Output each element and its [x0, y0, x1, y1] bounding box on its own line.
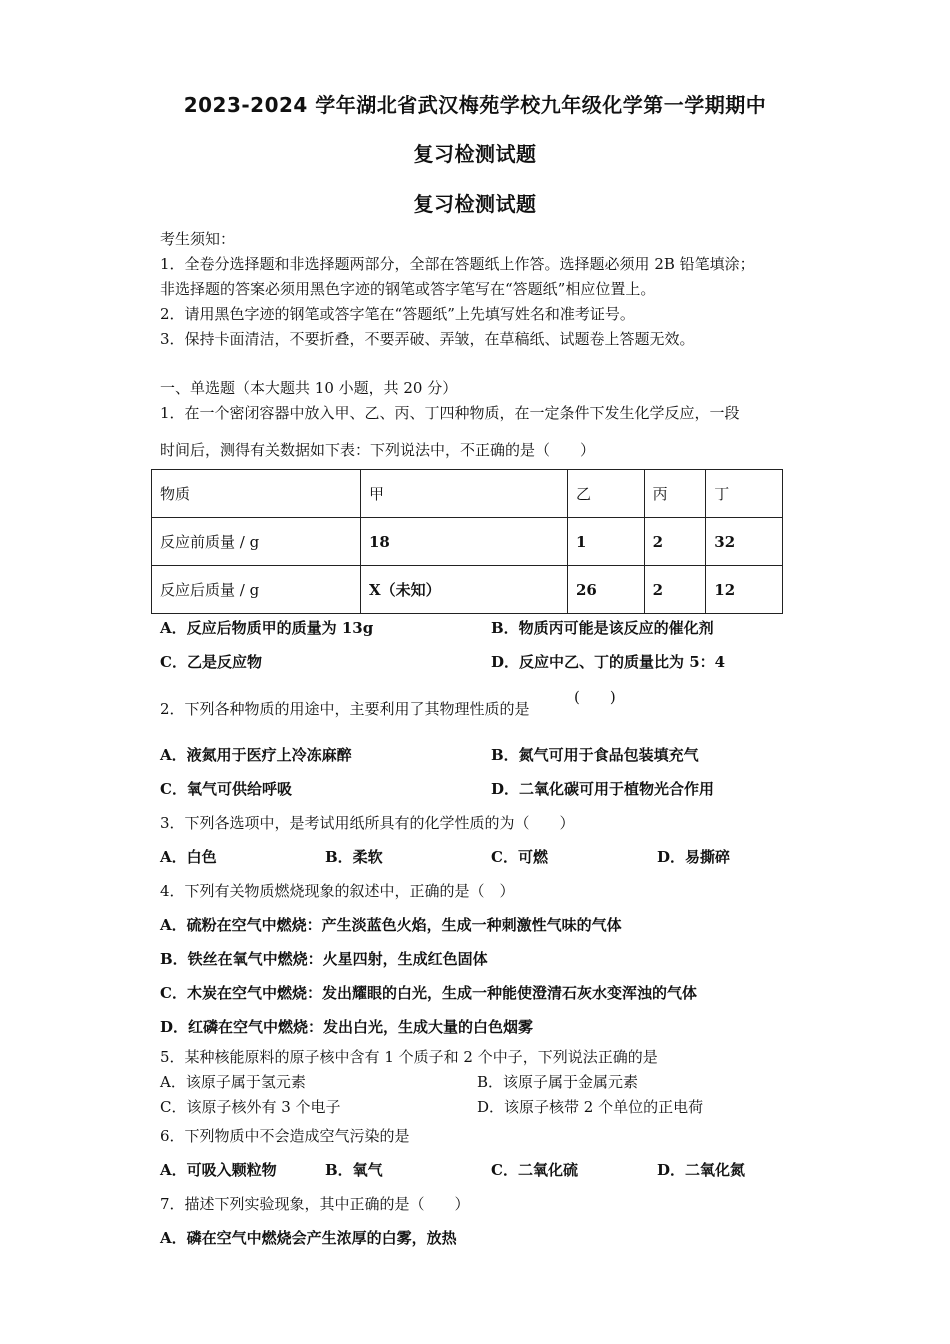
q1-stem-line1: 1．在一个密闭容器中放入甲、乙、丙、丁四种物质，在一定条件下发生化学反应，一段: [160, 404, 740, 422]
q4-option-c: C．木炭在空气中燃烧：发出耀眼的白光，生成一种能使澄清石灰水变浑浊的气体: [160, 984, 697, 1002]
q3-stem: 3．下列各选项中，是考试用纸所具有的化学性质的为（ ）: [160, 814, 575, 832]
q6-option-c: C．二氧化硫: [491, 1161, 578, 1179]
exam-title-line3: 复习检测试题: [413, 192, 537, 216]
table-cell: 12: [706, 566, 783, 614]
q3-option-b: B．柔软: [325, 848, 383, 866]
q7-stem: 7．描述下列实验现象，其中正确的是（ ）: [160, 1195, 470, 1213]
table-cell: 2: [644, 518, 706, 566]
q1-option-b: B．物质丙可能是该反应的催化剂: [491, 619, 714, 637]
q3-option-d: D．易撕碎: [657, 848, 731, 866]
q5-option-d: D．该原子核带 2 个单位的正电荷: [477, 1098, 704, 1116]
notice-item-3: 3．保持卡面清洁，不要折叠，不要弄破、弄皱，在草稿纸、试题卷上答题无效。: [160, 330, 695, 348]
q1-option-a: A．反应后物质甲的质量为 13g: [160, 619, 374, 637]
q1-stem-line2: 时间后，测得有关数据如下表：下列说法中，不正确的是（ ）: [160, 441, 596, 459]
table-cell: 反应前质量 / g: [152, 518, 361, 566]
section-heading: 一、单选题（本大题共 10 小题，共 20 分）: [160, 379, 458, 397]
q1-option-c: C．乙是反应物: [160, 653, 262, 671]
q2-option-b: B．氮气可用于食品包装填充气: [491, 746, 699, 764]
exam-title-line1: 2023-2024 学年湖北省武汉梅苑学校九年级化学第一学期期中: [183, 93, 767, 117]
notice-item-1: 1．全卷分选择题和非选择题两部分，全部在答题纸上作答。选择题必须用 2B 铅笔填涂；: [160, 255, 755, 273]
q2-option-c: C．氧气可供给呼吸: [160, 780, 292, 798]
q3-option-c: C．可燃: [491, 848, 548, 866]
table-row: [152, 518, 783, 566]
notice-heading: 考生须知：: [160, 230, 236, 248]
table-cell: 18: [361, 518, 568, 566]
q6-option-d: D．二氧化氮: [657, 1161, 746, 1179]
table-header-cell: 物质: [152, 470, 361, 518]
q5-option-b: B．该原子属于金属元素: [477, 1073, 639, 1091]
q2-option-a: A．液氮用于医疗上冷冻麻醉: [160, 746, 352, 764]
notice-item-1-cont: 非选择题的答案必须用黑色字迹的钢笔或答字笔写在“答题纸”相应位置上。: [160, 280, 656, 298]
exam-title-line2: 复习检测试题: [413, 142, 537, 166]
table-cell: X（未知）: [361, 566, 568, 614]
q4-option-a: A．硫粉在空气中燃烧：产生淡蓝色火焰，生成一种刺激性气味的气体: [160, 916, 622, 934]
q4-option-b: B．铁丝在氧气中燃烧：火星四射，生成红色固体: [160, 950, 488, 968]
q3-option-a: A．白色: [160, 848, 217, 866]
q5-option-a: A．该原子属于氢元素: [160, 1073, 306, 1091]
table-header-cell: 甲: [361, 470, 568, 518]
q7-option-a: A．磷在空气中燃烧会产生浓厚的白雾，放热: [160, 1229, 457, 1247]
q2-answer-paren: ( ): [574, 688, 616, 706]
table-cell: 反应后质量 / g: [152, 566, 361, 614]
q2-stem: 2．下列各种物质的用途中，主要利用了其物理性质的是: [160, 700, 530, 718]
q6-option-a: A．可吸入颗粒物: [160, 1161, 277, 1179]
table-cell: 1: [567, 518, 644, 566]
table-cell: 26: [567, 566, 644, 614]
table-cell: 32: [706, 518, 783, 566]
table-cell: 2: [644, 566, 706, 614]
q2-option-d: D．二氧化碳可用于植物光合作用: [491, 780, 715, 798]
q5-option-c: C．该原子核外有 3 个电子: [160, 1098, 341, 1116]
table-header-cell: 乙: [567, 470, 644, 518]
q6-stem: 6．下列物质中不会造成空气污染的是: [160, 1127, 410, 1145]
table-header-cell: 丁: [706, 470, 783, 518]
table-row: [152, 566, 783, 614]
q4-stem: 4．下列有关物质燃烧现象的叙述中，正确的是（ ）: [160, 882, 515, 900]
q4-option-d: D．红磷在空气中燃烧：发出白光，生成大量的白色烟雾: [160, 1018, 534, 1036]
table-row: [152, 470, 783, 518]
q5-stem: 5．某种核能原料的原子核中含有 1 个质子和 2 个中子，下列说法正确的是: [160, 1048, 658, 1066]
q1-option-d: D．反应中乙、丁的质量比为 5：4: [491, 653, 726, 671]
notice-item-2: 2．请用黑色字迹的钢笔或答字笔在“答题纸”上先填写姓名和准考证号。: [160, 305, 635, 323]
q6-option-b: B．氧气: [325, 1161, 383, 1179]
table-header-cell: 丙: [644, 470, 706, 518]
q1-data-table: [151, 469, 783, 614]
